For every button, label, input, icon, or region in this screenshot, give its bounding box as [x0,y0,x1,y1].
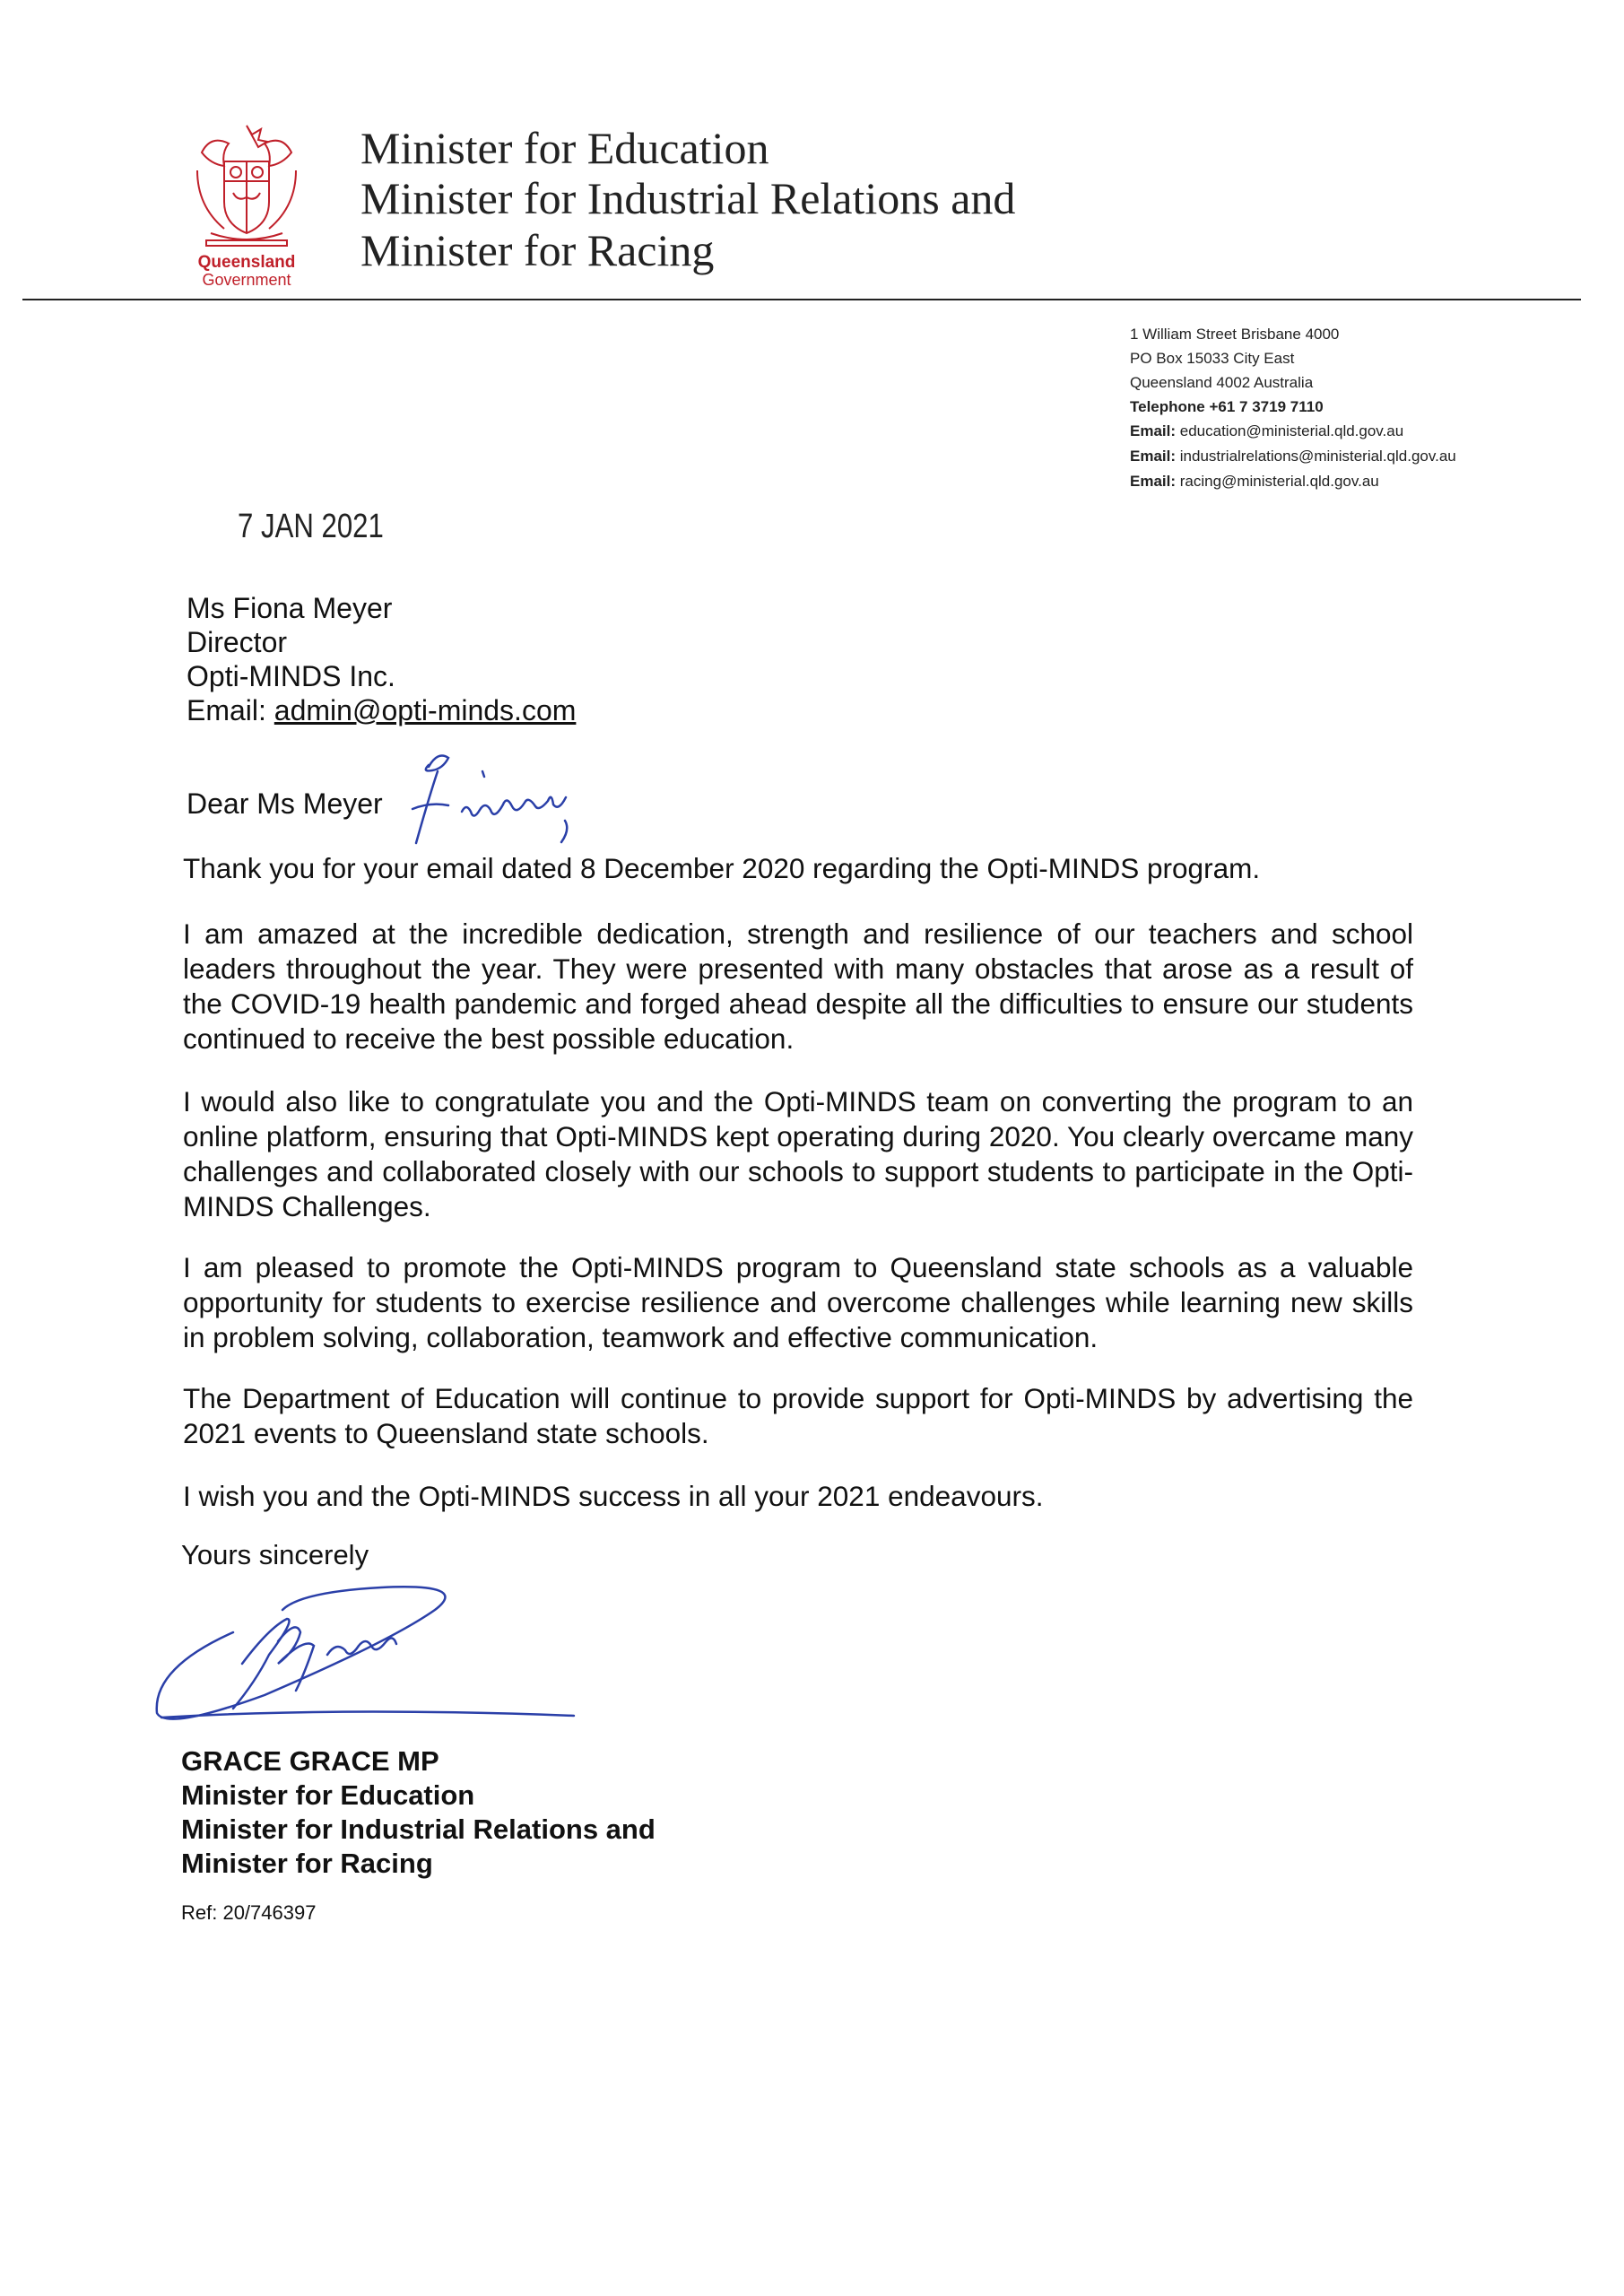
recipient-organisation: Opti-MINDS Inc. [187,660,395,692]
svg-text:Government: Government [202,271,291,287]
handwritten-minister-signature [135,1578,601,1740]
email-industrial-relations-link[interactable]: industrialrelations@ministerial.qld.gov.au [1179,448,1456,465]
minister-signature [135,1578,601,1740]
address-email-racing [1130,474,1379,489]
body-paragraph-5: The Department of Education will continue to provide support for Opti-MINDS by advertising the 2021 events to Queensland state schools. [183,1382,1413,1449]
telephone-label: Telephone [1130,398,1205,415]
letterhead-title-industrial-relations: Minister for Industrial Relations and [360,173,1016,223]
email-label: Email: [1130,422,1177,439]
recipient-title: Director [187,626,288,658]
address-line-pobox: PO Box 15033 City East [1130,350,1295,367]
address-email-industrial-relations [1130,448,1456,464]
email-racing-link[interactable]: racing@ministerial.qld.gov.au [1179,473,1379,490]
email-education-link[interactable]: education@ministerial.qld.gov.au [1179,422,1404,439]
address-line-street: 1 William Street Brisbane 4000 [1130,326,1340,343]
address-telephone [1130,399,1324,414]
svg-text:Queensland: Queensland [197,253,296,272]
closing: Yours sincerely [181,1539,369,1570]
recipient-email-link[interactable]: admin@opti-minds.com [274,694,577,726]
recipient-email-label: Email: [187,694,274,726]
letterhead-title-racing: Minister for Racing [360,225,715,275]
address-line-state: Queensland 4002 Australia [1130,374,1314,391]
body-paragraph-2: I am amazed at the incredible dedication, strength and resilience of our teachers and school leaders throughout the year. They were presented with many obstacles that arose as a result of the COVID-19 health pandemic and forged ahead despite all the difficulties to ensure our students continued to receive the best possible education. [183,918,1413,1055]
body-paragraph-1: Thank you for your email dated 8 December 2020 regarding the Opti-MINDS program. [183,852,1261,884]
signatory-role-education: Minister for Education [181,1779,475,1811]
salutation: Dear Ms Meyer [187,787,383,820]
body-paragraph-4: I am pleased to promote the Opti-MINDS program to Queensland state schools as a valuable opportunity for students to exercise resilience and overcome challenges while learning new skills in problem solving, collaboration, teamwork and effective communication. [183,1251,1413,1353]
signatory-name: GRACE GRACE MP [181,1745,439,1777]
reference-number: Ref: 20/746397 [181,1901,317,1924]
queensland-government-crest [184,117,309,287]
telephone-value: +61 7 3719 7110 [1209,398,1324,415]
recipient-name: Ms Fiona Meyer [187,592,393,624]
email-label: Email: [1130,473,1177,490]
address-email-education [1130,423,1403,439]
crest-icon [184,117,309,287]
header-divider [22,299,1581,300]
handwritten-salutation [377,735,646,852]
recipient-email [187,696,576,725]
body-paragraph-6: I wish you and the Opti-MINDS success in all your 2021 endeavours. [183,1480,1044,1512]
signatory-role-racing: Minister for Racing [181,1848,433,1879]
email-label: Email: [1130,448,1177,465]
date-stamp: 7 JAN 2021 [238,508,384,545]
signatory-role-industrial-relations: Minister for Industrial Relations and [181,1813,656,1845]
handwritten-fiona-signature [377,735,646,852]
letterhead-title-education: Minister for Education [360,123,769,173]
body-paragraph-3: I would also like to congratulate you and the Opti-MINDS team on converting the program to an online platform, ensuring that Opti-MINDS kept operating during 2020. You clearly overcame many challenges and collaborated closely with our schools to support students to participate in the Opti-MINDS Challenges. [183,1085,1413,1222]
